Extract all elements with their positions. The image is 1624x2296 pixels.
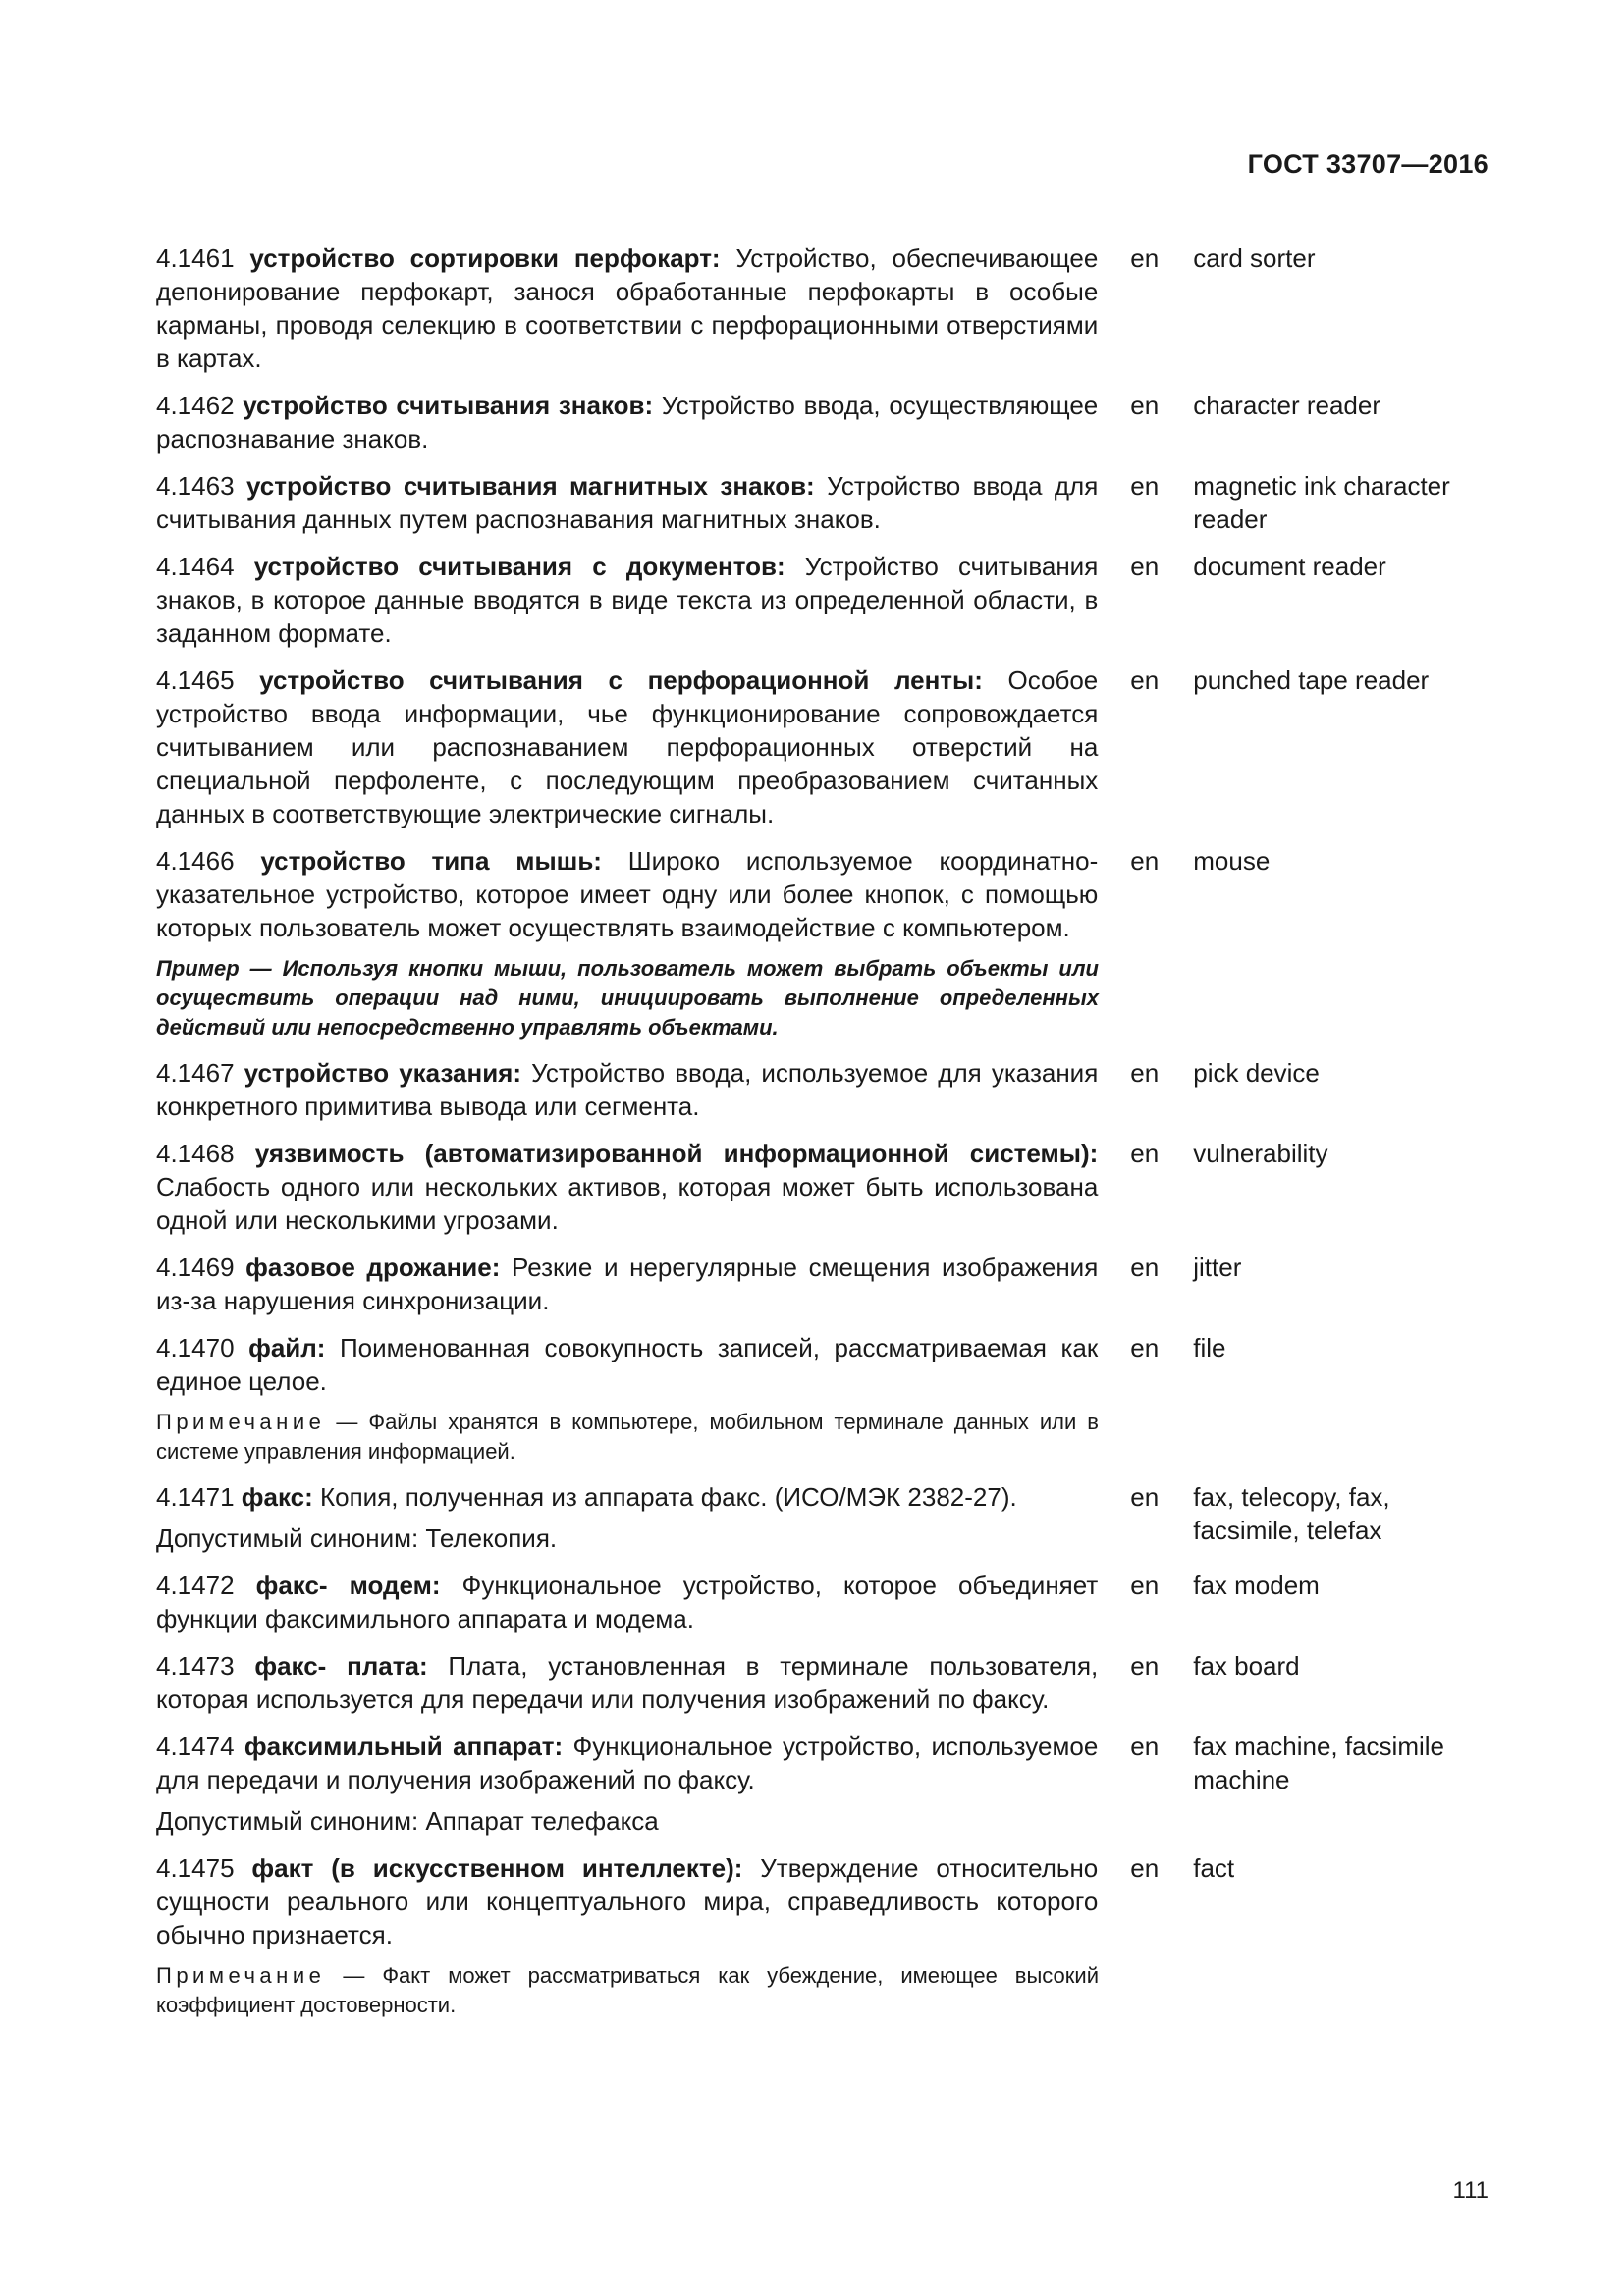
term-entry-1464 xyxy=(156,550,1488,650)
language-code: en xyxy=(1130,1571,1160,1600)
term-definition: 4.1462 устройство считывания знаков: Устройство ввода, осуществляющее распознавание знаков. xyxy=(156,391,1099,454)
english-equivalent: jitter xyxy=(1193,1253,1242,1282)
term-definition: 4.1474 факсимильный аппарат: Функциональное устройство, используемое для передачи и получения изображений по факсу. Допустимый синоним: Аппарат телефакса xyxy=(156,1732,1099,1836)
term-name: устройство считывания магнитных знаков: xyxy=(245,471,815,501)
term-name: факсимильный аппарат: xyxy=(244,1732,564,1761)
document-header: ГОСТ 33707—2016 xyxy=(1247,149,1489,179)
synonym-text: Допустимый синоним: Телекопия. xyxy=(156,1523,558,1553)
term-name: уязвимость (автоматизированной информационной системы): xyxy=(254,1139,1099,1168)
term-definition: 4.1467 устройство указания: Устройство ввода, используемое для указания конкретного примитива вывода или сегмента. xyxy=(156,1058,1099,1121)
note-text: Примечание — Факт может рассматриваться как убеждение, имеющее высокий коэффициент достоверности. xyxy=(156,1963,1099,2017)
term-name: устройство сортировки перфокарт: xyxy=(249,243,721,273)
term-definition: 4.1475 факт (в искусственном интеллекте): Утверждение относительно сущности реального или концептуального мира, справедливость которого обычно признается. xyxy=(156,1853,1099,1949)
note-label: Примечание xyxy=(156,1963,326,1988)
language-code: en xyxy=(1130,846,1160,876)
note-text: Примечание — Файлы хранятся в компьютере, мобильном терминале данных или в системе управления информацией. xyxy=(156,1410,1099,1464)
term-definition: 4.1465 устройство считывания с перфорационной ленты: Особое устройство ввода информации, чье функционирование сопровождается считыванием или распознаванием перфорационных отверстий на специальной перфоленте, с последующим преобразованием считанных данных в соответствующие электрические сигналы. xyxy=(156,666,1099,828)
term-name: факс: xyxy=(241,1482,313,1512)
language-code: en xyxy=(1130,552,1160,581)
language-code: en xyxy=(1130,1253,1160,1282)
language-code: en xyxy=(1130,1732,1160,1761)
english-equivalent: pick device xyxy=(1193,1058,1320,1088)
term-name: устройство считывания с перфорационной ленты: xyxy=(259,666,983,695)
english-equivalent: fax, telecopy, fax, facsimile, telefax xyxy=(1193,1482,1390,1545)
term-name: факс- плата: xyxy=(254,1651,428,1681)
language-code: en xyxy=(1130,1651,1160,1681)
term-definition: 4.1472 факс- модем: Функциональное устройство, которое объединяет функции факсимильного аппарата и модема. xyxy=(156,1571,1099,1633)
term-entry-1469 xyxy=(156,1251,1488,1317)
language-code: en xyxy=(1130,1482,1160,1512)
term-entry-1468 xyxy=(156,1137,1488,1237)
term-entry-1462 xyxy=(156,389,1488,455)
term-definition: 4.1471 факс: Копия, полученная из аппарата факс. (ИСО/МЭК 2382-27). Допустимый синоним: Телекопия. xyxy=(156,1480,1098,1555)
term-name: устройство считывания с документов: xyxy=(253,552,785,581)
english-equivalent: character reader xyxy=(1193,391,1380,420)
term-definition: 4.1464 устройство считывания с документов: Устройство считывания знаков, в которое данные вводятся в виде текста из определенной области, в заданном формате. xyxy=(156,552,1099,648)
term-entry-1473 xyxy=(156,1649,1488,1716)
language-code: en xyxy=(1130,243,1160,273)
language-code: en xyxy=(1130,1853,1160,1883)
term-entry-1472 xyxy=(156,1569,1488,1635)
term-definition: 4.1461 устройство сортировки перфокарт: Устройство, обеспечивающее депонирование перфокарт, занося обработанные перфокарты в особые карманы, проводя селекцию в соответствии с перфорационными отверстиями в картах. xyxy=(156,243,1099,373)
english-equivalent: fax board xyxy=(1193,1651,1300,1681)
term-entry-1471 xyxy=(156,1480,1488,1555)
term-entry-1474 xyxy=(156,1730,1488,1838)
language-code: en xyxy=(1130,666,1160,695)
term-name: файл: xyxy=(248,1333,326,1362)
term-entry-1475 xyxy=(156,1851,1488,1951)
term-name: устройство указания: xyxy=(244,1058,522,1088)
english-equivalent: vulnerability xyxy=(1193,1139,1328,1168)
language-code: en xyxy=(1130,1333,1160,1362)
english-equivalent: card sorter xyxy=(1193,243,1316,273)
english-equivalent: document reader xyxy=(1193,552,1386,581)
english-equivalent: fax machine, facsimile machine xyxy=(1193,1732,1444,1794)
language-code: en xyxy=(1130,1139,1160,1168)
english-equivalent: fact xyxy=(1193,1853,1235,1883)
english-equivalent: fax modem xyxy=(1193,1571,1320,1600)
term-entry-1470 xyxy=(156,1331,1488,1398)
language-code: en xyxy=(1130,391,1160,420)
english-equivalent: magnetic ink character reader xyxy=(1193,471,1450,534)
term-entry-1467 xyxy=(156,1056,1488,1123)
term-name: фазовое дрожание: xyxy=(245,1253,501,1282)
note-label: Примечание xyxy=(156,1410,326,1434)
term-list xyxy=(156,241,1488,2034)
english-equivalent: file xyxy=(1193,1333,1226,1362)
synonym-text: Допустимый синоним: Аппарат телефакса xyxy=(156,1806,659,1836)
term-name: устройство считывания знаков: xyxy=(243,391,654,420)
term-entry-1461 xyxy=(156,241,1488,375)
example-text: Пример — Используя кнопки мыши, пользователь может выбрать объекты или осуществить операции над ними, инициировать выполнение определенных действий или непосредственно управлять объектами. xyxy=(156,956,1099,1040)
english-equivalent: punched tape reader xyxy=(1193,666,1430,695)
term-definition: 4.1469 фазовое дрожание: Резкие и нерегулярные смещения изображения из-за нарушения синхронизации. xyxy=(156,1253,1099,1315)
term-entry-1466 xyxy=(156,844,1488,944)
term-definition: 4.1473 факс- плата: Плата, установленная в терминале пользователя, которая используется для передачи или получения изображений по факсу. xyxy=(156,1651,1099,1714)
page-number: 111 xyxy=(1452,2177,1489,2204)
english-equivalent: mouse xyxy=(1193,846,1271,876)
language-code: en xyxy=(1130,471,1160,501)
term-entry-1463 xyxy=(156,469,1488,536)
term-name: факс- модем: xyxy=(255,1571,441,1600)
term-name: устройство типа мышь: xyxy=(260,846,602,876)
term-definition: 4.1463 устройство считывания магнитных знаков: Устройство ввода для считывания данных путем распознавания магнитных знаков. xyxy=(156,471,1099,534)
language-code: en xyxy=(1130,1058,1160,1088)
term-definition: 4.1468 уязвимость (автоматизированной информационной системы): Слабость одного или нескольких активов, которая может быть использована одной или несколькими угрозами. xyxy=(156,1139,1099,1235)
term-definition: 4.1466 устройство типа мышь: Широко используемое координатно-указательное устройство, которое имеет одну или более кнопок, с помощью которых пользователь может осуществлять взаимодействие с компьютером. xyxy=(156,846,1099,942)
term-entry-1465 xyxy=(156,664,1488,830)
term-definition: 4.1470 файл: Поименованная совокупность записей, рассматриваемая как единое целое. xyxy=(156,1333,1099,1396)
term-name: факт (в искусственном интеллекте): xyxy=(251,1853,743,1883)
